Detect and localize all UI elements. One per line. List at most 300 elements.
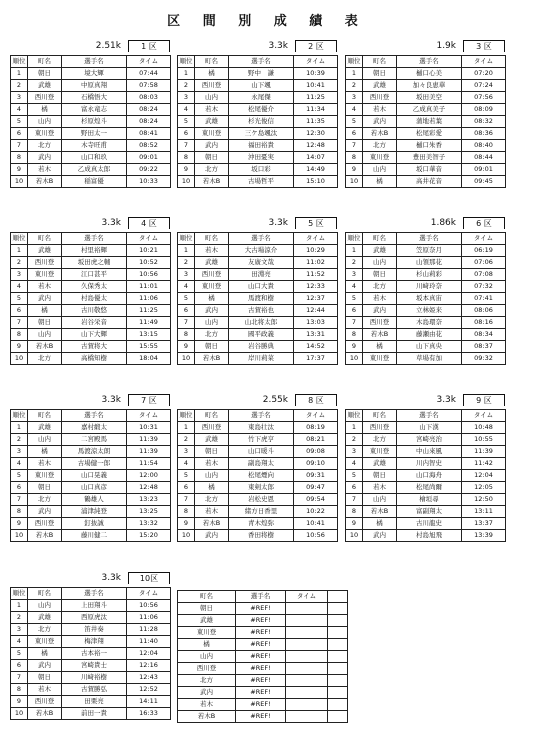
rank-cell: 9 [11, 341, 28, 353]
town-cell: 山内 [195, 470, 229, 482]
table-row [11, 140, 171, 152]
table-row [178, 269, 338, 281]
ref-blank-cell [328, 603, 348, 615]
time-cell: 10:31 [127, 422, 171, 434]
runner-cell: 緒方日香里 [229, 506, 294, 518]
runner-cell: 樋口朱香 [397, 140, 462, 152]
town-cell: 東川登 [28, 128, 62, 140]
rank-cell: 1 [11, 422, 28, 434]
section-table [345, 409, 506, 542]
table-row [178, 305, 338, 317]
time-cell: 08:36 [462, 128, 506, 140]
rank-cell: 6 [346, 128, 363, 140]
header-rank: 順位 [346, 233, 363, 245]
rank-cell: 1 [11, 245, 28, 257]
runner-cell: 古本裕一 [62, 648, 127, 660]
ref-time-cell [286, 651, 328, 663]
section-distance: 3.3k [268, 41, 288, 51]
time-cell: 12:33 [294, 281, 338, 293]
runner-cell: 稲富優 [62, 176, 127, 188]
runner-cell: 古川龍史 [397, 518, 462, 530]
table-row [346, 140, 506, 152]
table-row [178, 317, 338, 329]
table-row [178, 341, 338, 353]
town-cell: 東川登 [363, 353, 397, 365]
table-row [346, 164, 506, 176]
table-row [11, 696, 171, 708]
town-cell: 若木 [195, 245, 229, 257]
rank-cell: 4 [11, 458, 28, 470]
table-row [346, 128, 506, 140]
runner-cell: 石橋悟大 [62, 92, 127, 104]
town-cell: 北方 [28, 140, 62, 152]
header-time: タイム [294, 56, 338, 68]
rank-cell: 2 [346, 80, 363, 92]
table-row [11, 257, 171, 269]
ref-time-cell [286, 699, 328, 711]
time-cell: 17:37 [294, 353, 338, 365]
ref-row [178, 627, 348, 639]
time-cell: 07:56 [462, 92, 506, 104]
time-cell: 09:22 [127, 164, 171, 176]
table-row [11, 152, 171, 164]
town-cell: 橘 [363, 176, 397, 188]
town-cell: 橘 [363, 518, 397, 530]
table-row [11, 482, 171, 494]
time-cell: 08:16 [462, 317, 506, 329]
header-time: タイム [294, 233, 338, 245]
time-cell: 08:21 [294, 434, 338, 446]
rank-cell: 7 [178, 140, 195, 152]
header-town: 町名 [28, 410, 62, 422]
table-row [11, 612, 171, 624]
header-runner: 選手名 [229, 410, 294, 422]
town-cell: 武内 [28, 152, 62, 164]
section-label: 2 区 [295, 40, 337, 52]
rank-cell: 4 [178, 104, 195, 116]
town-cell: 西川登 [195, 422, 229, 434]
section-block [10, 572, 170, 720]
runner-cell: 高橋知樹 [62, 353, 127, 365]
runner-cell: 富副翔太 [397, 506, 462, 518]
rank-cell: 2 [11, 257, 28, 269]
section-block [10, 40, 170, 188]
runner-cell: 山領那花 [397, 257, 462, 269]
town-cell: 若木 [28, 458, 62, 470]
runner-cell: 竹下虎亨 [229, 434, 294, 446]
table-row [11, 281, 171, 293]
ref-time-cell [286, 711, 328, 723]
time-cell: 07:44 [127, 68, 171, 80]
header-rank: 順位 [346, 56, 363, 68]
runner-cell: 山北将太郎 [229, 317, 294, 329]
runner-cell: 加々良恵華 [397, 80, 462, 92]
table-row [346, 293, 506, 305]
time-cell: 10:56 [294, 530, 338, 542]
runner-cell: 立林姫来 [397, 305, 462, 317]
table-row [178, 530, 338, 542]
section-table [177, 232, 338, 365]
runner-cell: 香田将樹 [229, 530, 294, 542]
header-time: タイム [462, 56, 506, 68]
ref-header-runner: 選手名 [236, 591, 286, 603]
rank-cell: 3 [346, 92, 363, 104]
section-table [345, 232, 506, 365]
rank-cell: 1 [11, 600, 28, 612]
time-cell: 09:45 [462, 176, 506, 188]
rank-cell: 5 [11, 116, 28, 128]
ref-blank-cell [328, 675, 348, 687]
section-distance: 3.3k [101, 218, 121, 228]
time-cell: 11:25 [127, 305, 171, 317]
rank-cell: 10 [346, 353, 363, 365]
rank-cell: 7 [346, 140, 363, 152]
table-row [11, 648, 171, 660]
town-cell: 武雄 [28, 245, 62, 257]
table-row [346, 68, 506, 80]
table-row [178, 245, 338, 257]
time-cell: 10:56 [127, 600, 171, 612]
time-cell: 12:00 [127, 470, 171, 482]
rank-cell: 8 [346, 152, 363, 164]
rank-cell: 3 [178, 269, 195, 281]
ref-error-cell: #REF! [236, 615, 286, 627]
rank-cell: 1 [346, 422, 363, 434]
section-block [177, 40, 337, 188]
table-row [346, 305, 506, 317]
time-cell: 12:16 [127, 660, 171, 672]
rank-cell: 10 [178, 353, 195, 365]
table-row [346, 257, 506, 269]
rank-cell: 4 [346, 104, 363, 116]
town-cell: 橘 [28, 446, 62, 458]
town-cell: 西川登 [363, 317, 397, 329]
section-header [177, 394, 337, 409]
table-row [11, 353, 171, 365]
table-row [11, 600, 171, 612]
time-cell: 11:01 [127, 281, 171, 293]
runner-cell: 友廣文哉 [229, 257, 294, 269]
section-label: 10区 [128, 572, 170, 584]
town-cell: 武雄 [28, 80, 62, 92]
header-runner: 選手名 [397, 410, 462, 422]
ref-error-cell: #REF! [236, 627, 286, 639]
runner-cell: 豊田美智子 [397, 152, 462, 164]
header-runner: 選手名 [229, 233, 294, 245]
town-cell: 山内 [28, 434, 62, 446]
rank-cell: 7 [178, 494, 195, 506]
time-cell: 11:42 [462, 458, 506, 470]
header-runner: 選手名 [397, 233, 462, 245]
header-time: タイム [127, 233, 171, 245]
time-cell: 09:47 [294, 482, 338, 494]
town-cell: 若木B [195, 518, 229, 530]
table-row [178, 164, 338, 176]
rank-cell: 7 [11, 494, 28, 506]
header-town: 町名 [28, 56, 62, 68]
runner-cell: 山下真央 [397, 341, 462, 353]
town-cell: 橘 [195, 68, 229, 80]
runner-cell: 馬渡涼太朗 [62, 446, 127, 458]
ref-row [178, 711, 348, 723]
runner-cell: 藤瀬由花 [397, 329, 462, 341]
ref-blank-cell [328, 615, 348, 627]
ref-row [178, 663, 348, 675]
town-cell: 武雄 [195, 434, 229, 446]
table-row [11, 458, 171, 470]
town-cell: 西川登 [28, 257, 62, 269]
table-row [178, 176, 338, 188]
time-cell: 13:25 [127, 506, 171, 518]
time-cell: 06:19 [462, 245, 506, 257]
runner-cell: 松尾優介 [229, 104, 294, 116]
rank-cell: 9 [346, 518, 363, 530]
town-cell: 武雄 [363, 80, 397, 92]
rank-cell: 4 [11, 636, 28, 648]
town-cell: 武雄 [363, 458, 397, 470]
town-cell: 山内 [363, 257, 397, 269]
rank-cell: 6 [178, 128, 195, 140]
time-cell: 12:44 [294, 305, 338, 317]
time-cell: 10:21 [127, 245, 171, 257]
time-cell: 13:31 [294, 329, 338, 341]
header-time: タイム [462, 233, 506, 245]
town-cell: 武内 [363, 116, 397, 128]
header-rank: 順位 [178, 56, 195, 68]
town-cell: 山内 [28, 116, 62, 128]
rank-cell: 2 [178, 80, 195, 92]
ref-row [178, 675, 348, 687]
runner-cell: 藤川健二 [62, 530, 127, 542]
runner-cell: 樋口心美 [397, 68, 462, 80]
town-cell: 武内 [363, 305, 397, 317]
time-cell: 07:41 [462, 293, 506, 305]
town-cell: 若木B [195, 353, 229, 365]
town-cell: 若木B [363, 329, 397, 341]
town-cell: 西川登 [28, 92, 62, 104]
runner-cell: 三ケ島颯汰 [229, 128, 294, 140]
runner-cell: 杉原煌斗 [62, 116, 127, 128]
time-cell: 12:30 [294, 128, 338, 140]
rank-cell: 8 [178, 329, 195, 341]
ref-error-cell: #REF! [236, 675, 286, 687]
rank-cell: 9 [178, 518, 195, 530]
section-header [10, 217, 170, 232]
time-cell: 09:54 [294, 494, 338, 506]
rank-cell: 4 [178, 458, 195, 470]
rank-cell: 6 [178, 305, 195, 317]
ref-town-cell: 武雄 [178, 615, 236, 627]
time-cell: 07:32 [462, 281, 506, 293]
section-header [345, 217, 505, 232]
town-cell: 橘 [28, 305, 62, 317]
rank-cell: 6 [11, 128, 28, 140]
section-label: 7 区 [128, 394, 170, 406]
header-runner: 選手名 [397, 56, 462, 68]
time-cell: 08:06 [462, 305, 506, 317]
section-header [345, 394, 505, 409]
time-cell: 10:56 [127, 269, 171, 281]
town-cell: 朝日 [363, 470, 397, 482]
table-row [11, 317, 171, 329]
header-runner: 選手名 [229, 56, 294, 68]
ref-error-cell: #REF! [236, 687, 286, 699]
runner-cell: 乙成真美子 [397, 104, 462, 116]
table-row [178, 152, 338, 164]
town-cell: 橘 [28, 104, 62, 116]
table-row [346, 92, 506, 104]
table-row [346, 245, 506, 257]
rank-cell: 9 [346, 341, 363, 353]
town-cell: 東川登 [195, 128, 229, 140]
header-rank: 順位 [11, 233, 28, 245]
rank-cell: 6 [346, 305, 363, 317]
time-cell: 10:55 [462, 434, 506, 446]
ref-town-cell: 若木B [178, 711, 236, 723]
town-cell: 東川登 [28, 470, 62, 482]
section-block [345, 40, 505, 188]
town-cell: 若木 [363, 293, 397, 305]
section-distance: 3.3k [101, 395, 121, 405]
rank-cell: 7 [346, 494, 363, 506]
town-cell: 東川登 [28, 636, 62, 648]
table-row [178, 458, 338, 470]
runner-cell: 山下大輝 [62, 329, 127, 341]
table-row [11, 636, 171, 648]
time-cell: 08:40 [462, 140, 506, 152]
ref-town-cell: 武内 [178, 687, 236, 699]
time-cell: 09:31 [294, 470, 338, 482]
table-row [11, 269, 171, 281]
runner-cell: 宮崎亮治 [397, 434, 462, 446]
header-rank: 順位 [11, 410, 28, 422]
table-row [346, 269, 506, 281]
section-table [177, 55, 338, 188]
time-cell: 08:09 [462, 104, 506, 116]
header-town: 町名 [363, 410, 397, 422]
table-row [346, 482, 506, 494]
time-cell: 11:25 [294, 92, 338, 104]
runner-cell: 坂口華音 [397, 164, 462, 176]
runner-cell: 坂田美空 [397, 92, 462, 104]
town-cell: 東川登 [363, 152, 397, 164]
table-row [346, 104, 506, 116]
rank-cell: 2 [346, 434, 363, 446]
town-cell: 若木B [363, 506, 397, 518]
town-cell: 武雄 [28, 422, 62, 434]
rank-cell: 4 [11, 104, 28, 116]
runner-cell: 木島環奈 [397, 317, 462, 329]
table-row [346, 434, 506, 446]
time-cell: 07:58 [127, 80, 171, 92]
rank-cell: 2 [178, 434, 195, 446]
ref-table [177, 590, 348, 723]
ref-blank-cell [328, 699, 348, 711]
ref-header-town: 町名 [178, 591, 236, 603]
town-cell: 東川登 [195, 281, 229, 293]
table-row [346, 518, 506, 530]
table-row [346, 281, 506, 293]
town-cell: 朝日 [195, 446, 229, 458]
town-cell: 北方 [363, 281, 397, 293]
ref-error-cell: #REF! [236, 639, 286, 651]
runner-cell: 山口真彦 [62, 482, 127, 494]
header-time: タイム [127, 410, 171, 422]
section-header [10, 394, 170, 409]
rank-cell: 7 [11, 672, 28, 684]
table-row [11, 672, 171, 684]
town-cell: 西川登 [363, 422, 397, 434]
ref-town-cell: 北方 [178, 675, 236, 687]
time-cell: 11:39 [127, 446, 171, 458]
runner-cell: 古場哲平 [229, 176, 294, 188]
table-row [346, 353, 506, 365]
town-cell: 山内 [195, 317, 229, 329]
section-distance: 2.51k [95, 41, 121, 51]
table-row [346, 116, 506, 128]
time-cell: 07:08 [462, 269, 506, 281]
rank-cell: 5 [11, 293, 28, 305]
section-table [10, 587, 171, 720]
ref-town-cell: 山内 [178, 651, 236, 663]
runner-cell: 野田太一 [62, 128, 127, 140]
time-cell: 10:39 [294, 68, 338, 80]
town-cell: 東川登 [28, 269, 62, 281]
runner-cell: 岩松史恩 [229, 494, 294, 506]
runner-cell: 西原虎汰 [62, 612, 127, 624]
section-table [345, 55, 506, 188]
town-cell: 若木B [28, 341, 62, 353]
section-label: 1 区 [128, 40, 170, 52]
header-time: タイム [294, 410, 338, 422]
table-row [346, 470, 506, 482]
section-label: 8 区 [295, 394, 337, 406]
table-row [346, 317, 506, 329]
rank-cell: 10 [11, 176, 28, 188]
time-cell: 09:01 [462, 164, 506, 176]
town-cell: 武雄 [195, 116, 229, 128]
rank-cell: 9 [346, 164, 363, 176]
ref-blank-cell [328, 687, 348, 699]
runner-cell: 川﨑玲奈 [397, 281, 462, 293]
rank-cell: 4 [11, 281, 28, 293]
runner-cell: 村島優太 [62, 293, 127, 305]
ref-header-blank [328, 591, 348, 603]
table-row [11, 506, 171, 518]
header-time: タイム [462, 410, 506, 422]
table-row [178, 128, 338, 140]
runner-cell: 中山來風 [397, 446, 462, 458]
table-row [11, 104, 171, 116]
runner-cell: 富永竜志 [62, 104, 127, 116]
runner-cell: 浦津純登 [62, 506, 127, 518]
rank-cell: 9 [178, 341, 195, 353]
section-block [177, 217, 337, 365]
time-cell: 10:41 [294, 518, 338, 530]
town-cell: 朝日 [363, 68, 397, 80]
section-block [345, 394, 505, 542]
rank-cell: 3 [178, 446, 195, 458]
runner-cell: 笛井奏 [62, 624, 127, 636]
runner-cell: 山口和玖 [62, 152, 127, 164]
rank-cell: 1 [346, 245, 363, 257]
time-cell: 12:52 [127, 684, 171, 696]
section-label: 3 区 [463, 40, 505, 52]
time-cell: 13:11 [462, 506, 506, 518]
table-row [11, 128, 171, 140]
runner-cell: 副島翔太 [229, 458, 294, 470]
table-row [346, 80, 506, 92]
